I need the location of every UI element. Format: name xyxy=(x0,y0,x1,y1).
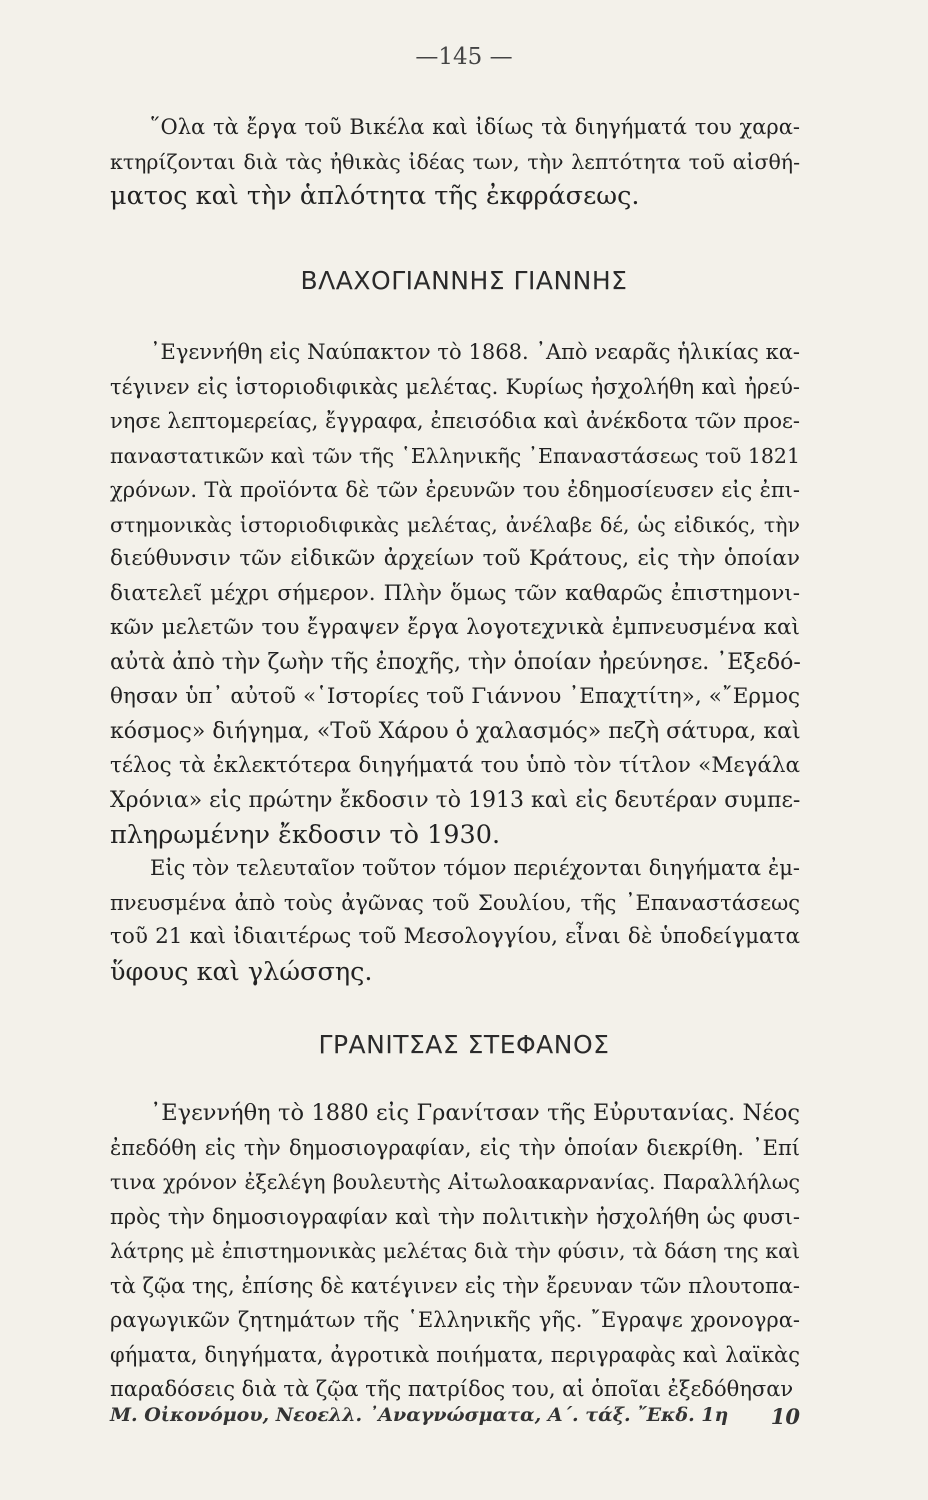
page-footer xyxy=(110,1404,800,1429)
text-line: τὰ ζῷα της, ἐπίσης δὲ κατέγινεν εἰς τὴν ἔρευναν τῶν πλουτοπα- xyxy=(110,1273,800,1298)
text-line: τέγινεν εἰς ἱστοριοδιφικὰς μελέτας. Κυρίως ἠσχολήθη καὶ ἠρεύ- xyxy=(110,374,800,399)
text-line: ᾿Εγεννήθη τὸ 1880 εἰς Γρανίτσαν τῆς Εὐρυτανίας. Νέος xyxy=(150,1100,800,1126)
text-line: Χρόνια» εἰς πρώτην ἔκδοσιν τὸ 1913 καὶ εἰς δευτέραν συμπε- xyxy=(110,787,801,813)
section-heading-granitsas: ΓΡΑΝΙΤΣΑΣ ΣΤΕΦΑΝΟΣ xyxy=(318,1030,610,1059)
text-line: ραγωγικῶν ζητημάτων τῆς ῾Ελληνικῆς γῆς. ῎Εγραψε χρονογρα- xyxy=(110,1308,800,1332)
text-line: Εἰς τὸν τελευταῖον τοῦτον τόμον περιέχονται διηγήματα ἐμ- xyxy=(150,856,800,880)
text-line: παναστατικῶν καὶ τῶν τῆς ῾Ελληνικῆς ᾿Επαναστάσεως τοῦ 1821 xyxy=(110,443,800,468)
text-line: πληρωμένην ἔκδοσιν τὸ 1930. xyxy=(110,820,501,850)
text-line: λάτρης μὲ ἐπιστημονικὰς μελέτας διὰ τὴν φύσιν, τὰ δάση της καὶ xyxy=(110,1239,800,1263)
page-number: —145 — xyxy=(415,44,513,70)
text-line: χρόνων. Τὰ προϊόντα δὲ τῶν ἐρευνῶν του ἐδημοσίευσεν εἰς ἐπι- xyxy=(110,478,800,502)
text-line: τοῦ 21 καὶ ἰδιαιτέρως τοῦ Μεσολογγίου, εἶναι δὲ ὑποδείγματα xyxy=(110,924,800,949)
text-line: ῞Ολα τὰ ἔργα τοῦ Βικέλα καὶ ἰδίως τὰ διηγήματά του χαρα- xyxy=(150,115,800,139)
text-line: παραδόσεις διὰ τὰ ζῷα τῆς πατρίδος του, αἱ ὁποῖαι ἐξεδόθησαν xyxy=(110,1377,794,1401)
text-line: διεύθυνσιν τῶν εἰδικῶν ἀρχείων τοῦ Κράτους, εἰς τὴν ὁποίαν xyxy=(110,546,800,571)
footer-citation: Μ. Οἰκονόμου, Νεοελλ. ᾿Αναγνώσματα, Α΄. τάξ. ῎Εκδ. 1η xyxy=(110,1404,729,1426)
text-line: τινα χρόνον ἐξελέγη βουλευτὴς Αἰτωλοακαρνανίας. Παραλλήλως xyxy=(110,1170,800,1194)
text-line: πνευσμένα ἀπὸ τοὺς ἀγῶνας τοῦ Σουλίου, τῆς ᾿Επαναστάσεως xyxy=(110,890,800,915)
text-line: ᾿Εγεννήθη εἰς Ναύπακτον τὸ 1868. ᾿Απὸ νεαρᾶς ἡλικίας κα- xyxy=(150,340,800,364)
text-line: θησαν ὑπ᾿ αὐτοῦ «῾Ιστορίες τοῦ Γιάννου ᾿Επαχτίτη», «῎Ερμος xyxy=(110,684,800,709)
text-line: διατελεῖ μέχρι σήμερον. Πλὴν ὅμως τῶν καθαρῶς ἐπιστημονι- xyxy=(110,580,800,606)
text-line: ἐπεδόθη εἰς τὴν δημοσιογραφίαν, εἰς τὴν ὁποίαν διεκρίθη. ᾿Επί xyxy=(110,1135,800,1160)
text-line: πρὸς τὴν δημοσιογραφίαν καὶ τὴν πολιτικὴν ἠσχολήθη ὡς φυσι- xyxy=(110,1204,800,1229)
text-line: τέλος τὰ ἐκλεκτότερα διηγήματά του ὑπὸ τὸν τίτλον «Μεγάλα xyxy=(110,753,800,778)
text-line: ματος καὶ τὴν ἁπλότητα τῆς ἐκφράσεως. xyxy=(110,181,640,211)
text-line: φήματα, διηγήματα, ἀγροτικὰ ποιήματα, περιγραφὰς καὶ λαϊκὰς xyxy=(110,1342,800,1367)
text-line: νησε λεπτομερείας, ἔγγραφα, ἐπεισόδια καὶ ἀνέκδοτα τῶν προε- xyxy=(110,409,800,433)
text-line: ὕφους καὶ γλώσσης. xyxy=(110,956,373,987)
text-line: κόσμος» διήγημα, «Τοῦ Χάρου ὁ χαλασμός» πεζὴ σάτυρα, καὶ xyxy=(110,718,801,744)
footer-signature-number: 10 xyxy=(770,1404,800,1429)
section-heading-vlachogiannis: ΒΛΑΧΟΓΙΑΝΝΗΣ ΓΙΑΝΝΗΣ xyxy=(300,266,628,295)
text-line: στημονικὰς ἱστοριοδιφικὰς μελέτας, ἀνέλαβε δέ, ὡς εἰδικός, τὴν xyxy=(110,512,800,537)
text-line: αὐτὰ ἀπὸ τὴν ζωὴν τῆς ἐποχῆς, τὴν ὁποίαν ἠρεύνησε. ᾿Εξεδό- xyxy=(110,649,801,675)
text-line: κτηρίζονται διὰ τὰς ἠθικὰς ἰδέας των, τὴν λεπτότητα τοῦ αἰσθή- xyxy=(110,149,800,174)
text-line: κῶν μελετῶν του ἔγραψεν ἔργα λογοτεχνικὰ ἐμπνευσμένα καὶ xyxy=(110,615,800,640)
